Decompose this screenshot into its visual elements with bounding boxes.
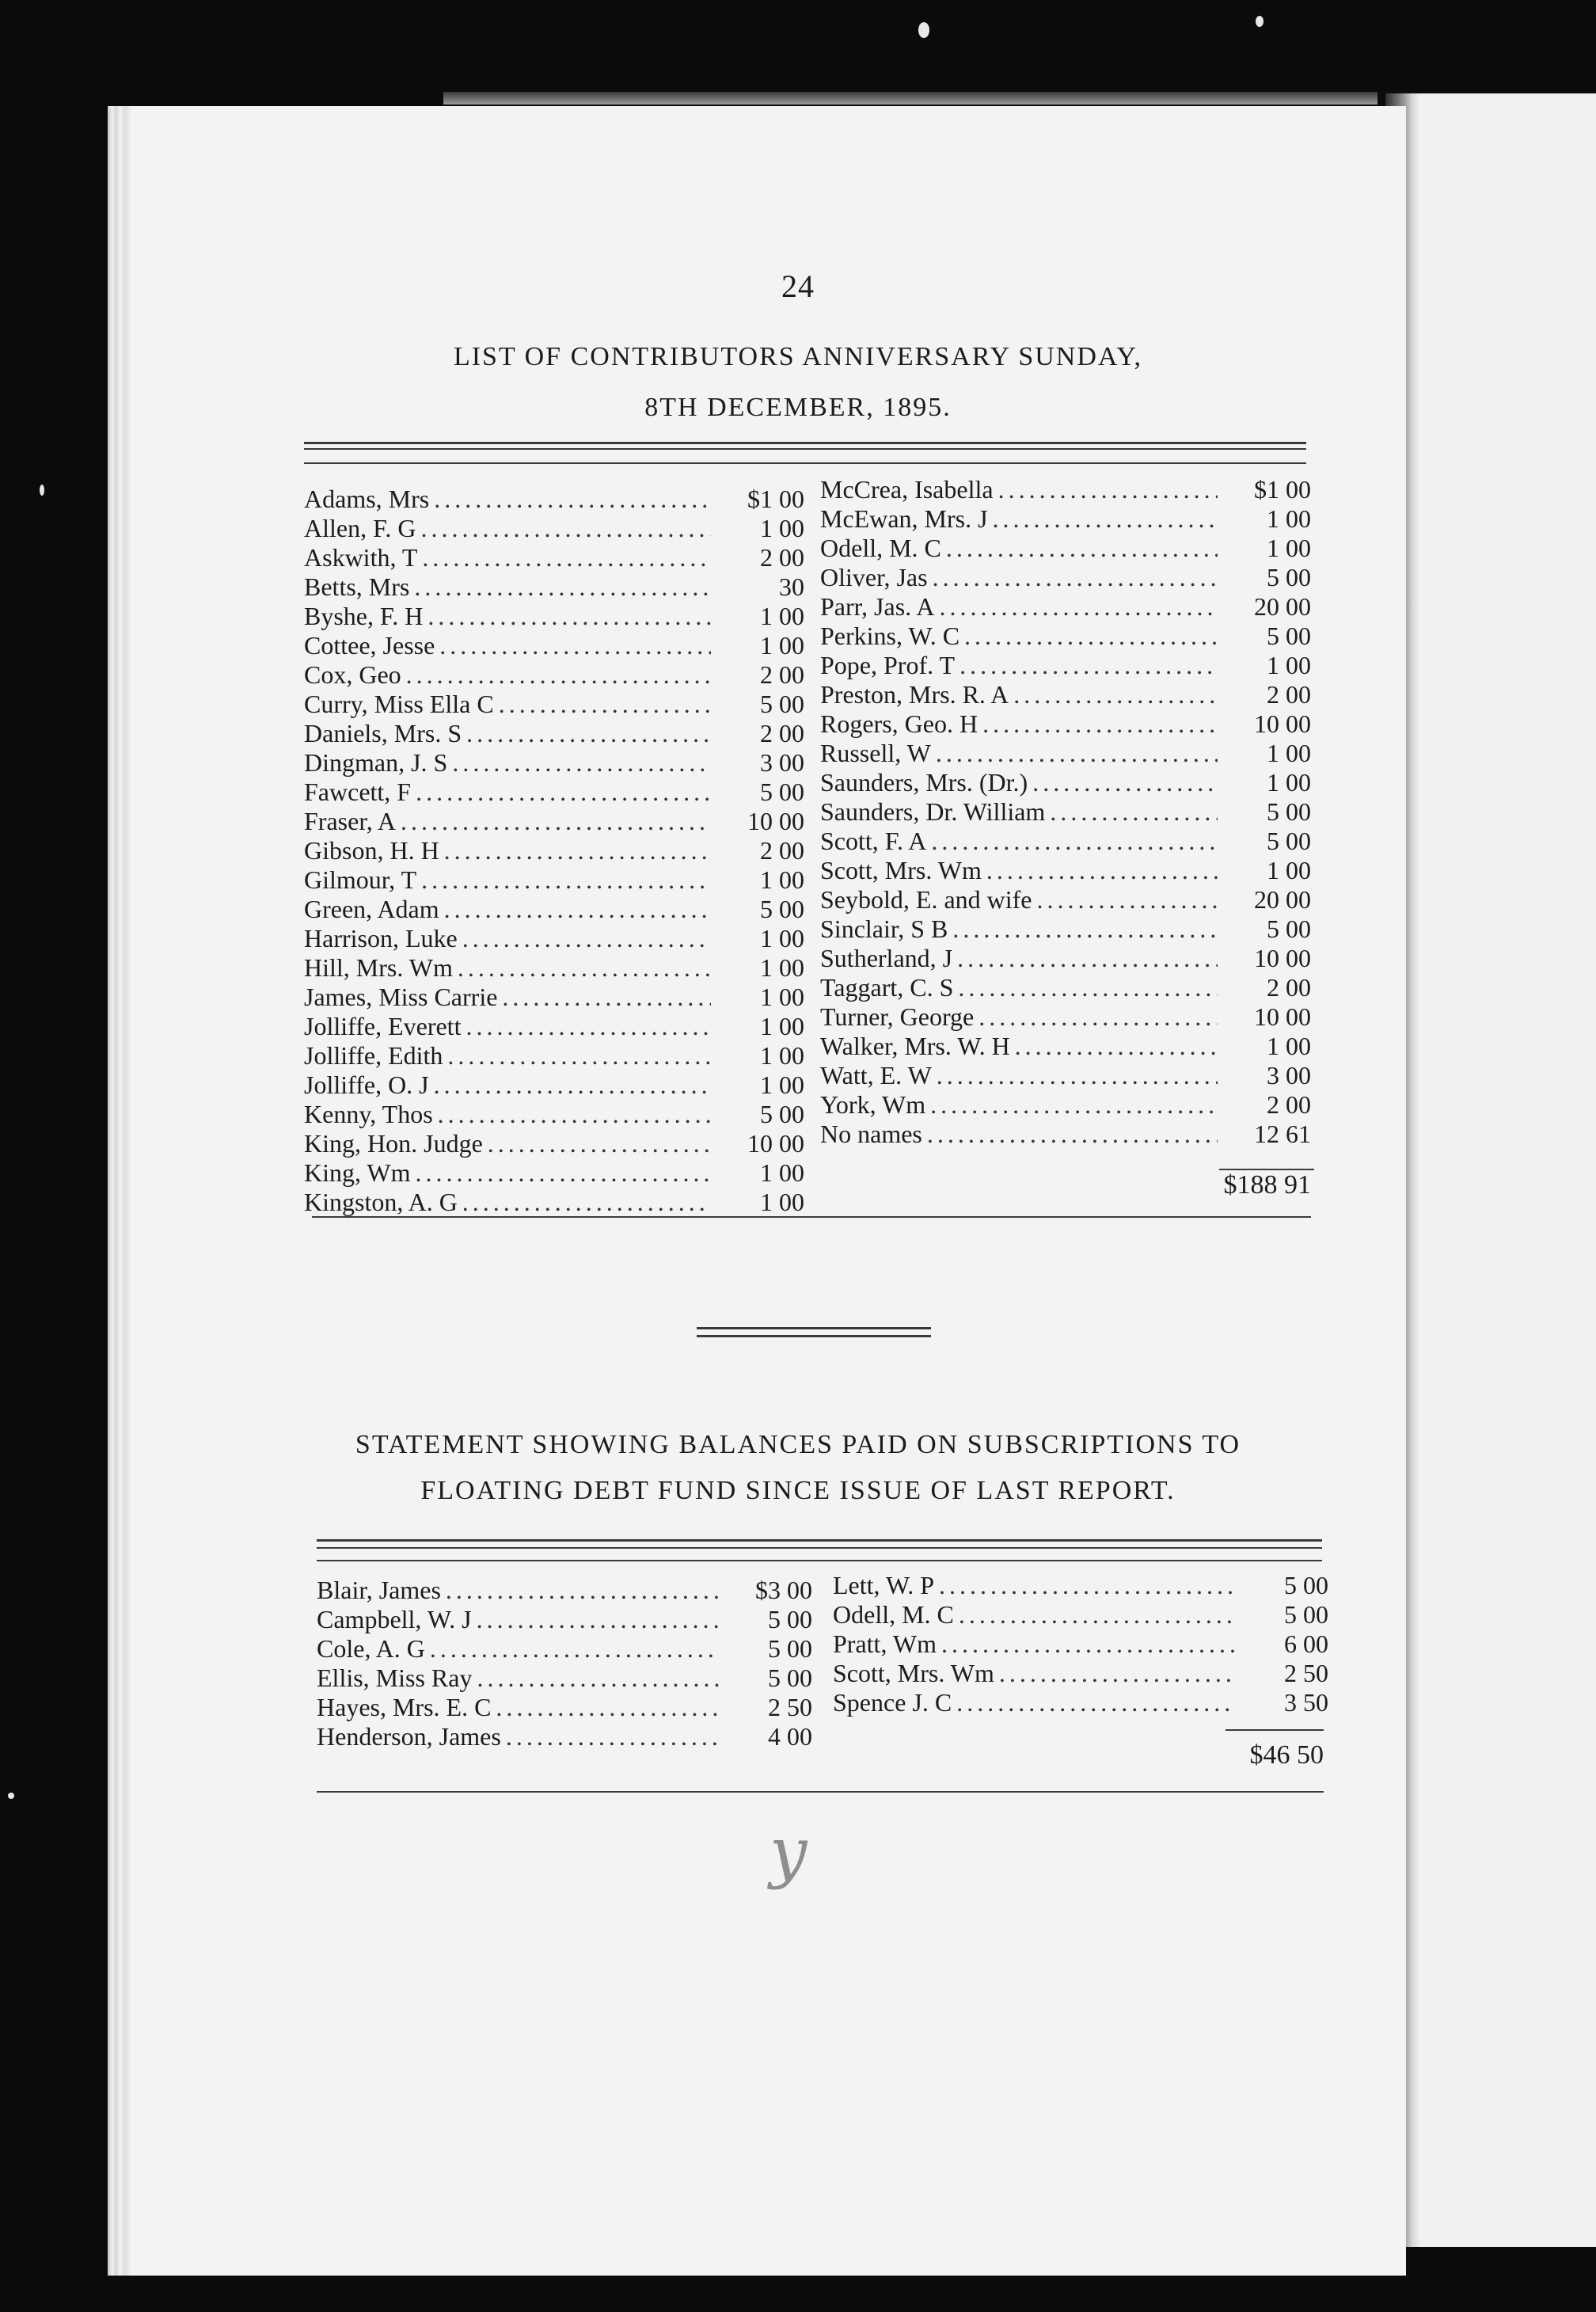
- list-item: [820, 856, 1311, 885]
- contributor-name: Walker, Mrs. W. H: [820, 1032, 1010, 1060]
- list-item: [304, 748, 804, 778]
- dot-leader: [462, 924, 711, 953]
- contribution-amount: $1 00: [747, 485, 804, 513]
- list-item: [820, 739, 1311, 768]
- dot-leader: [466, 1012, 711, 1041]
- section2-left-column: [317, 1576, 812, 1751]
- scan-speck: [40, 485, 44, 496]
- contributor-name: Russell, W: [820, 739, 931, 767]
- section1-bottom-rule: [312, 1216, 1311, 1218]
- section2-total-rule: [1226, 1729, 1324, 1731]
- contribution-amount: 2 00: [1267, 973, 1311, 1002]
- contributor-name: Pratt, Wm: [833, 1629, 937, 1658]
- dot-leader: [956, 1688, 1235, 1717]
- dot-leader: [416, 778, 711, 807]
- list-item: [820, 1032, 1311, 1061]
- dot-leader: [430, 1634, 719, 1664]
- contributor-name: Dingman, J. S: [304, 748, 448, 777]
- section1-right-column: [820, 475, 1311, 1149]
- contributor-name: Harrison, Luke: [304, 924, 458, 953]
- dot-leader: [488, 1129, 711, 1158]
- list-item: [820, 622, 1311, 651]
- contributor-name: Adams, Mrs: [304, 485, 430, 513]
- contributor-name: Green, Adam: [304, 895, 439, 923]
- list-item: [304, 1041, 804, 1070]
- dot-leader: [416, 1158, 711, 1188]
- contribution-amount: 1 00: [1267, 651, 1311, 679]
- dot-leader: [946, 534, 1218, 563]
- list-item: [304, 631, 804, 660]
- contributor-name: Ellis, Miss Ray: [317, 1664, 473, 1692]
- contribution-amount: 20 00: [1254, 885, 1311, 914]
- contributor-name: McCrea, Isabella: [820, 475, 994, 504]
- contribution-amount: 1 00: [1267, 534, 1311, 562]
- list-item: [304, 924, 804, 953]
- section2-top-rule: [317, 1539, 1322, 1542]
- contribution-amount: 5 00: [1267, 915, 1311, 943]
- contribution-amount: 10 00: [1254, 709, 1311, 738]
- contribution-amount: 10 00: [1254, 1002, 1311, 1031]
- contributor-name: Henderson, James: [317, 1722, 501, 1751]
- list-item: [833, 1659, 1328, 1688]
- section1-title-line1: LIST OF CONTRIBUTORS ANNIVERSARY SUNDAY,: [453, 342, 1143, 371]
- dot-leader: [458, 953, 711, 983]
- dot-leader: [434, 485, 711, 514]
- contributor-name: Oliver, Jas: [820, 563, 928, 591]
- section1-top-rule: [304, 442, 1306, 444]
- section-separator: [697, 1327, 931, 1329]
- contribution-amount: 1 00: [760, 602, 804, 630]
- list-item: [820, 827, 1311, 856]
- contributor-name: Allen, F. G: [304, 514, 416, 542]
- list-item: [304, 485, 804, 514]
- dot-leader: [959, 1600, 1235, 1629]
- dot-leader: [420, 514, 711, 543]
- dot-leader: [1015, 1032, 1218, 1061]
- contribution-amount: 2 00: [760, 836, 804, 865]
- section2-top-rule: [317, 1547, 1322, 1549]
- dot-leader: [936, 739, 1218, 768]
- dot-leader: [438, 1100, 711, 1129]
- contribution-amount: 1 00: [760, 924, 804, 953]
- list-item: [820, 680, 1311, 709]
- contribution-amount: 5 00: [1267, 622, 1311, 650]
- dot-leader: [937, 1061, 1218, 1090]
- dot-leader: [939, 592, 1218, 622]
- dot-leader: [447, 1041, 711, 1070]
- contribution-amount: 1 00: [760, 1012, 804, 1040]
- list-item: [304, 719, 804, 748]
- contributor-name: Parr, Jas. A: [820, 592, 935, 621]
- list-item: [304, 1129, 804, 1158]
- dot-leader: [1032, 768, 1218, 797]
- contributor-name: Byshe, F. H: [304, 602, 424, 630]
- list-item: [304, 1158, 804, 1188]
- contributor-name: Curry, Miss Ella C: [304, 690, 494, 718]
- list-item: [304, 807, 804, 836]
- dot-leader: [506, 1722, 719, 1751]
- contributor-name: Fawcett, F: [304, 778, 412, 806]
- contributor-name: Seybold, E. and wife: [820, 885, 1032, 914]
- contribution-amount: 1 00: [760, 865, 804, 894]
- dot-leader: [452, 748, 711, 778]
- dot-leader: [421, 865, 711, 895]
- contributor-name: Kingston, A. G: [304, 1188, 458, 1216]
- list-item: [304, 602, 804, 631]
- page-gutter: [108, 106, 144, 2276]
- dot-leader: [1013, 680, 1218, 709]
- contribution-amount: 10 00: [1254, 944, 1311, 972]
- dot-leader: [952, 915, 1218, 944]
- section1-top-rule: [304, 448, 1306, 450]
- contribution-amount: 3 50: [1284, 1688, 1328, 1717]
- list-item: [833, 1629, 1328, 1659]
- list-item: [304, 1188, 804, 1217]
- dot-leader: [939, 1571, 1235, 1600]
- contributor-name: Jolliffe, Everett: [304, 1012, 462, 1040]
- list-item: [317, 1664, 812, 1693]
- contributor-name: Lett, W. P: [833, 1571, 935, 1599]
- dot-leader: [428, 602, 711, 631]
- contributor-name: Sinclair, S B: [820, 915, 948, 943]
- dot-leader: [927, 1120, 1218, 1149]
- list-item: [820, 1120, 1311, 1149]
- list-item: [304, 836, 804, 865]
- contributor-name: Preston, Mrs. R. A: [820, 680, 1009, 709]
- list-item: [820, 709, 1311, 739]
- dot-leader: [406, 660, 711, 690]
- contributor-name: King, Wm: [304, 1158, 411, 1187]
- dot-leader: [930, 1090, 1218, 1120]
- dot-leader: [477, 1664, 719, 1693]
- scan-speck: [918, 22, 929, 38]
- contributor-name: Turner, George: [820, 1002, 975, 1031]
- contributor-name: Betts, Mrs: [304, 572, 410, 601]
- dot-leader: [1050, 797, 1218, 827]
- contribution-amount: 2 00: [760, 660, 804, 689]
- contributor-name: Hayes, Mrs. E. C: [317, 1693, 492, 1721]
- dot-leader: [993, 504, 1218, 534]
- dot-leader: [422, 543, 711, 572]
- contribution-amount: 2 00: [760, 719, 804, 747]
- contribution-amount: 1 00: [760, 983, 804, 1011]
- list-item: [304, 895, 804, 924]
- list-item: [820, 915, 1311, 944]
- dot-leader: [439, 631, 711, 660]
- contribution-amount: 12 61: [1254, 1120, 1311, 1148]
- contributor-name: Scott, Mrs. Wm: [833, 1659, 994, 1687]
- list-item: [304, 1012, 804, 1041]
- contribution-amount: 5 00: [768, 1664, 812, 1692]
- contributor-name: Sutherland, J: [820, 944, 953, 972]
- list-item: [317, 1634, 812, 1664]
- list-item: [820, 563, 1311, 592]
- section1-top-rule: [304, 462, 1306, 464]
- contribution-amount: 2 00: [1267, 1090, 1311, 1119]
- contribution-amount: 5 00: [760, 895, 804, 923]
- list-item: [820, 592, 1311, 622]
- contributor-name: Blair, James: [317, 1576, 441, 1604]
- list-item: [820, 534, 1311, 563]
- list-item: [820, 651, 1311, 680]
- contributor-name: Scott, Mrs. Wm: [820, 856, 982, 884]
- contribution-amount: 1 00: [760, 1070, 804, 1099]
- list-item: [833, 1600, 1328, 1629]
- list-item: [820, 944, 1311, 973]
- list-item: [304, 778, 804, 807]
- contribution-amount: 1 00: [760, 631, 804, 660]
- contribution-amount: 10 00: [747, 807, 804, 835]
- contributor-name: Jolliffe, O. J: [304, 1070, 429, 1099]
- dot-leader: [444, 895, 711, 924]
- contributor-name: Spence J. C: [833, 1688, 952, 1717]
- section2-title-line2: FLOATING DEBT FUND SINCE ISSUE OF LAST REPORT.: [420, 1476, 1176, 1505]
- contribution-amount: 5 00: [760, 778, 804, 806]
- dot-leader: [960, 651, 1218, 680]
- contribution-amount: 30: [779, 572, 804, 601]
- dot-leader: [499, 690, 711, 719]
- dot-leader: [502, 983, 711, 1012]
- contribution-amount: 2 00: [1267, 680, 1311, 709]
- list-item: [317, 1605, 812, 1634]
- dot-leader: [941, 1629, 1235, 1659]
- dot-leader: [957, 944, 1218, 973]
- list-item: [820, 475, 1311, 504]
- dot-leader: [1037, 885, 1218, 915]
- contributor-name: McEwan, Mrs. J: [820, 504, 988, 533]
- contributor-name: Gilmour, T: [304, 865, 417, 894]
- contributor-name: Odell, M. C: [833, 1600, 954, 1629]
- list-item: [304, 690, 804, 719]
- list-item: [317, 1576, 812, 1605]
- contribution-amount: 5 00: [768, 1605, 812, 1633]
- scan-speck: [8, 1793, 14, 1799]
- contributor-name: Kenny, Thos: [304, 1100, 433, 1128]
- dot-leader: [986, 856, 1218, 885]
- contribution-amount: 5 00: [1267, 563, 1311, 591]
- section2-total: $46 50: [1249, 1740, 1324, 1770]
- list-item: [304, 572, 804, 602]
- contribution-amount: 1 00: [1267, 1032, 1311, 1060]
- list-item: [833, 1688, 1328, 1717]
- contributor-name: Pope, Prof. T: [820, 651, 956, 679]
- dot-leader: [999, 1659, 1235, 1688]
- contribution-amount: 1 00: [1267, 856, 1311, 884]
- contributor-name: Saunders, Dr. William: [820, 797, 1046, 826]
- contribution-amount: 1 00: [1267, 504, 1311, 533]
- contributor-name: King, Hon. Judge: [304, 1129, 483, 1158]
- contribution-amount: 5 00: [760, 690, 804, 718]
- contribution-amount: 5 00: [768, 1634, 812, 1663]
- list-item: [304, 865, 804, 895]
- contribution-amount: 5 00: [1267, 827, 1311, 855]
- list-item: [820, 1090, 1311, 1120]
- handwritten-mark: y: [770, 1813, 808, 1891]
- dot-leader: [466, 719, 711, 748]
- contribution-amount: 10 00: [747, 1129, 804, 1158]
- list-item: [820, 1061, 1311, 1090]
- contributor-name: Jolliffe, Edith: [304, 1041, 443, 1070]
- dot-leader: [933, 563, 1218, 592]
- page-top-shadow: [443, 92, 1378, 105]
- contribution-amount: 4 00: [768, 1722, 812, 1751]
- scan-speck: [1256, 16, 1264, 27]
- contribution-amount: 5 00: [1284, 1571, 1328, 1599]
- contribution-amount: 1 00: [760, 1158, 804, 1187]
- contributor-name: Gibson, H. H: [304, 836, 439, 865]
- list-item: [317, 1722, 812, 1751]
- contribution-amount: 1 00: [1267, 768, 1311, 797]
- contribution-amount: 5 00: [1284, 1600, 1328, 1629]
- section2-title-line1: STATEMENT SHOWING BALANCES PAID ON SUBSCRIPTIONS TO: [355, 1430, 1241, 1459]
- dot-leader: [958, 973, 1218, 1002]
- list-item: [304, 543, 804, 572]
- contribution-amount: 1 00: [1267, 739, 1311, 767]
- page-number: 24: [781, 268, 815, 304]
- contributor-name: Fraser, A: [304, 807, 397, 835]
- dot-leader: [401, 807, 711, 836]
- dot-leader: [931, 827, 1218, 856]
- contribution-amount: 1 00: [760, 1041, 804, 1070]
- contribution-amount: 3 00: [1267, 1061, 1311, 1089]
- contribution-amount: 1 00: [760, 1188, 804, 1216]
- contribution-amount: $3 00: [755, 1576, 812, 1604]
- list-item: [304, 1070, 804, 1100]
- dot-leader: [982, 709, 1218, 739]
- contributor-name: Daniels, Mrs. S: [304, 719, 462, 747]
- list-item: [820, 973, 1311, 1002]
- contributor-name: Watt, E. W: [820, 1061, 932, 1089]
- list-item: [833, 1571, 1328, 1600]
- section1-left-column: [304, 485, 804, 1217]
- dot-leader: [998, 475, 1218, 504]
- contribution-amount: 5 00: [1267, 797, 1311, 826]
- list-item: [304, 1100, 804, 1129]
- contributor-name: James, Miss Carrie: [304, 983, 498, 1011]
- contributor-name: Hill, Mrs. Wm: [304, 953, 453, 982]
- list-item: [820, 768, 1311, 797]
- list-item: [304, 983, 804, 1012]
- dot-leader: [446, 1576, 719, 1605]
- list-item: [304, 514, 804, 543]
- contributor-name: Cox, Geo: [304, 660, 401, 689]
- contributor-name: Odell, M. C: [820, 534, 941, 562]
- dot-leader: [978, 1002, 1218, 1032]
- contribution-amount: 6 00: [1284, 1629, 1328, 1658]
- contribution-amount: 1 00: [760, 514, 804, 542]
- dot-leader: [462, 1188, 711, 1217]
- contributor-name: Cole, A. G: [317, 1634, 425, 1663]
- dot-leader: [964, 622, 1218, 651]
- contributor-name: Cottee, Jesse: [304, 631, 435, 660]
- list-item: [820, 797, 1311, 827]
- dot-leader: [414, 572, 711, 602]
- contribution-amount: 3 00: [760, 748, 804, 777]
- contribution-amount: 1 00: [760, 953, 804, 982]
- section2-right-column: [833, 1571, 1328, 1717]
- contributor-name: Saunders, Mrs. (Dr.): [820, 768, 1028, 797]
- contributor-name: No names: [820, 1120, 922, 1148]
- section-separator: [697, 1335, 931, 1337]
- dot-leader: [434, 1070, 711, 1100]
- dot-leader: [444, 836, 711, 865]
- contribution-amount: $1 00: [1254, 475, 1311, 504]
- list-item: [304, 660, 804, 690]
- contributor-name: Scott, F. A: [820, 827, 927, 855]
- contributor-name: York, Wm: [820, 1090, 926, 1119]
- dot-leader: [477, 1605, 719, 1634]
- contribution-amount: 2 50: [1284, 1659, 1328, 1687]
- section1-title-line2: 8TH DECEMBER, 1895.: [644, 393, 952, 422]
- contribution-amount: 2 50: [768, 1693, 812, 1721]
- dot-leader: [496, 1693, 719, 1722]
- section2-bottom-rule: [317, 1791, 1324, 1793]
- contributor-name: Perkins, W. C: [820, 622, 960, 650]
- contribution-amount: 5 00: [760, 1100, 804, 1128]
- list-item: [317, 1693, 812, 1722]
- list-item: [820, 1002, 1311, 1032]
- section1-total: $188 91: [1223, 1170, 1311, 1200]
- contribution-amount: 20 00: [1254, 592, 1311, 621]
- contributor-name: Campbell, W. J: [317, 1605, 472, 1633]
- list-item: [820, 504, 1311, 534]
- list-item: [304, 953, 804, 983]
- section2-top-rule: [317, 1560, 1322, 1561]
- contribution-amount: 2 00: [760, 543, 804, 572]
- contributor-name: Taggart, C. S: [820, 973, 954, 1002]
- contributor-name: Askwith, T: [304, 543, 418, 572]
- contributor-name: Rogers, Geo. H: [820, 709, 978, 738]
- list-item: [820, 885, 1311, 915]
